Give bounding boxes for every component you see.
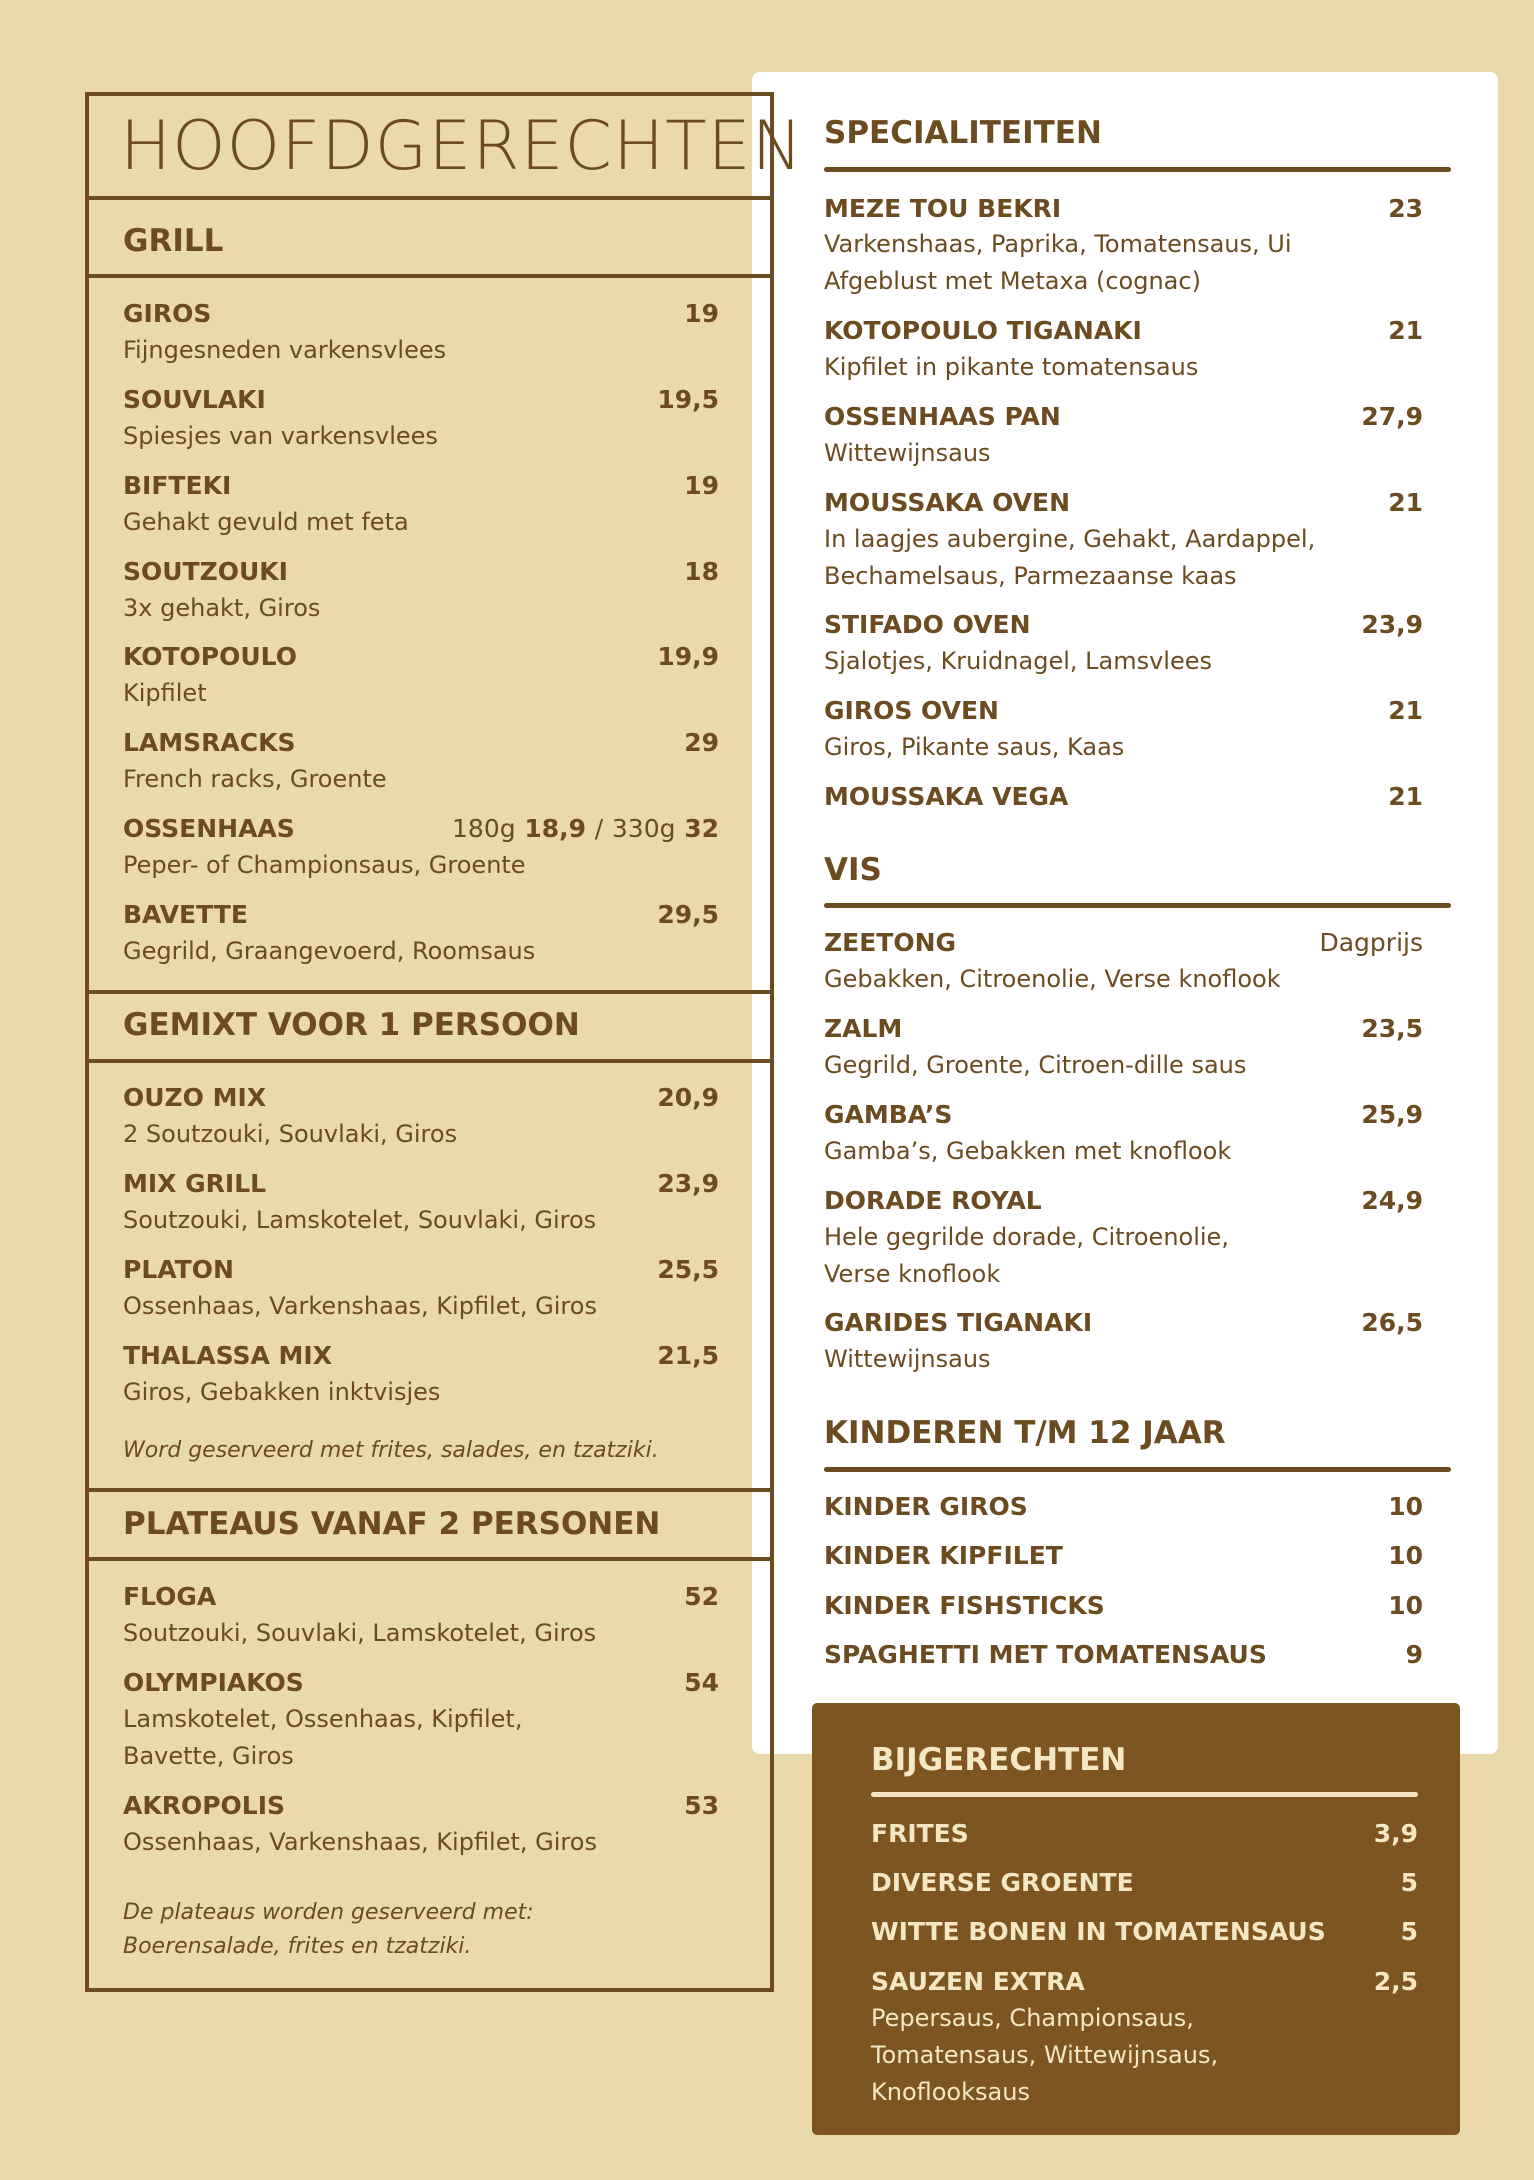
- item-price: 24,9: [1361, 1186, 1423, 1215]
- item-description: Soutzouki, Lamskotelet, Souvlaki, Giros: [123, 1206, 597, 1234]
- section-heading-bijgerechten: BIJGERECHTEN: [871, 1742, 1127, 1778]
- item-description: Spiesjes van varkensvlees: [123, 422, 438, 450]
- item-description: Sjalotjes, Kruidnagel, Lamsvlees: [824, 647, 1212, 675]
- section-heading-kinderen: KINDEREN T/M 12 JAAR: [824, 1415, 1226, 1451]
- section-heading-grill: GRILL: [123, 223, 224, 259]
- item-description: Ossenhaas, Varkenshaas, Kipfilet, Giros: [123, 1828, 597, 1856]
- item-name: PLATON: [123, 1255, 234, 1284]
- item-name: SAUZEN EXTRA: [871, 1967, 1085, 1996]
- divider: [85, 990, 774, 994]
- item-price: 21: [1388, 696, 1423, 725]
- item-price: 19,9: [657, 642, 719, 671]
- item-price: 23,9: [1361, 610, 1423, 639]
- item-price: 25,5: [657, 1255, 719, 1284]
- item-name: DIVERSE GROENTE: [871, 1868, 1134, 1897]
- price-value: 18,9: [524, 814, 587, 843]
- section-heading-mix: GEMIXT VOOR 1 PERSOON: [123, 1007, 580, 1043]
- item-description: Kipfilet: [123, 679, 207, 707]
- item-price: 21,5: [657, 1341, 719, 1370]
- item-name: MOUSSAKA VEGA: [824, 782, 1069, 811]
- item-price: 21: [1388, 488, 1423, 517]
- divider: [85, 1059, 774, 1063]
- item-name: AKROPOLIS: [123, 1791, 286, 1820]
- price-value: 32: [684, 814, 719, 843]
- item-price: 29,5: [657, 900, 719, 929]
- item-name: GAMBA’S: [824, 1100, 953, 1129]
- item-price: 19,5: [657, 385, 719, 414]
- section-heading-specialiteiten: SPECIALITEITEN: [824, 115, 1102, 151]
- serving-note: De plateaus worden geserveerd met:: [123, 1900, 534, 1925]
- item-description: Knoflooksaus: [871, 2078, 1030, 2106]
- item-description: Bavette, Giros: [123, 1742, 294, 1770]
- item-description: Hele gegrilde dorade, Citroenolie,: [824, 1223, 1229, 1251]
- item-price: 23,9: [657, 1169, 719, 1198]
- item-price: 20,9: [657, 1083, 719, 1112]
- item-description: Giros, Gebakken inktvisjes: [123, 1378, 441, 1406]
- item-description: Varkenshaas, Paprika, Tomatensaus, Ui: [824, 230, 1292, 258]
- item-price: 23: [1388, 194, 1423, 223]
- item-description: Wittewijnsaus: [824, 1345, 991, 1373]
- item-price: 21: [1388, 782, 1423, 811]
- serving-note: Word geserveerd met frites, salades, en tzatziki.: [123, 1438, 659, 1463]
- item-description: Kipfilet in pikante tomatensaus: [824, 353, 1199, 381]
- item-price: 19: [684, 471, 719, 500]
- item-price: 25,9: [1361, 1100, 1423, 1129]
- item-name: KOTOPOULO TIGANAKI: [824, 316, 1142, 345]
- divider: [85, 1557, 774, 1561]
- item-name: WITTE BONEN IN TOMATENSAUS: [871, 1917, 1326, 1946]
- item-description: 3x gehakt, Giros: [123, 594, 321, 622]
- item-description: Bechamelsaus, Parmezaanse kaas: [824, 562, 1237, 590]
- item-price: 10: [1388, 1591, 1423, 1620]
- item-price: 19: [684, 299, 719, 328]
- item-price: 27,9: [1361, 402, 1423, 431]
- item-price: 2,5: [1373, 1967, 1418, 1996]
- item-price: 10: [1388, 1541, 1423, 1570]
- item-description: Verse knoflook: [824, 1260, 1001, 1288]
- item-price: 3,9: [1373, 1819, 1418, 1848]
- heading-rule: [824, 167, 1451, 172]
- item-name: KINDER FISHSTICKS: [824, 1591, 1105, 1620]
- item-name: STIFADO OVEN: [824, 610, 1031, 639]
- item-name: GARIDES TIGANAKI: [824, 1308, 1093, 1337]
- item-price: 9: [1405, 1640, 1423, 1669]
- item-name: MOUSSAKA OVEN: [824, 488, 1071, 517]
- item-description: Gamba’s, Gebakken met knoflook: [824, 1137, 1232, 1165]
- item-description: French racks, Groente: [123, 765, 387, 793]
- page-title: HOOFDGERECHTEN: [120, 107, 804, 186]
- item-name: MEZE TOU BEKRI: [824, 194, 1062, 223]
- item-price: 53: [684, 1791, 719, 1820]
- item-price: 54: [684, 1668, 719, 1697]
- item-description: Fijngesneden varkensvlees: [123, 336, 447, 364]
- item-description: Gegrild, Graangevoerd, Roomsaus: [123, 937, 536, 965]
- item-name: FRITES: [871, 1819, 969, 1848]
- item-name: FLOGA: [123, 1582, 217, 1611]
- item-name: LAMSRACKS: [123, 728, 296, 757]
- item-price: 52: [684, 1582, 719, 1611]
- item-name: OSSENHAAS: [123, 814, 295, 843]
- item-price: 18: [684, 557, 719, 586]
- item-name: KINDER GIROS: [824, 1492, 1028, 1521]
- item-description: In laagjes aubergine, Gehakt, Aardappel,: [824, 525, 1316, 553]
- item-description: Peper- of Championsaus, Groente: [123, 851, 526, 879]
- item-description: Gegrild, Groente, Citroen-dille saus: [824, 1051, 1247, 1079]
- item-price: 29: [684, 728, 719, 757]
- heading-rule: [824, 903, 1451, 908]
- section-heading-plateaus: PLATEAUS VANAF 2 PERSONEN: [123, 1506, 661, 1542]
- item-description: 2 Soutzouki, Souvlaki, Giros: [123, 1120, 458, 1148]
- item-name: THALASSA MIX: [123, 1341, 332, 1370]
- item-price: 5: [1400, 1917, 1418, 1946]
- size-label: 180g: [452, 814, 516, 843]
- item-name: ZEETONG: [824, 928, 957, 957]
- item-description: Wittewijnsaus: [824, 439, 991, 467]
- item-description: Soutzouki, Souvlaki, Lamskotelet, Giros: [123, 1619, 597, 1647]
- item-description: Gehakt gevuld met feta: [123, 508, 409, 536]
- item-name: GIROS OVEN: [824, 696, 999, 725]
- divider: [85, 196, 774, 200]
- item-description: Afgeblust met Metaxa (cognac): [824, 267, 1201, 295]
- item-name: GIROS: [123, 299, 212, 328]
- price-separator: /: [594, 814, 604, 843]
- item-price: 10: [1388, 1492, 1423, 1521]
- item-description: Gebakken, Citroenolie, Verse knoflook: [824, 965, 1281, 993]
- divider: [85, 274, 774, 278]
- item-description: Ossenhaas, Varkenshaas, Kipfilet, Giros: [123, 1292, 597, 1320]
- item-price-multi: [452, 816, 719, 841]
- item-price: 26,5: [1361, 1308, 1423, 1337]
- item-description: Pepersaus, Championsaus,: [871, 2004, 1194, 2032]
- item-name: MIX GRILL: [123, 1169, 267, 1198]
- item-name: SOUVLAKI: [123, 385, 266, 414]
- item-name: BAVETTE: [123, 900, 248, 929]
- item-price: 23,5: [1361, 1014, 1423, 1043]
- serving-note: Boerensalade, frites en tzatziki.: [123, 1934, 472, 1959]
- item-name: KOTOPOULO: [123, 642, 297, 671]
- item-name: SPAGHETTI MET TOMATENSAUS: [824, 1640, 1267, 1669]
- item-price: Dagprijs: [1319, 928, 1423, 957]
- item-name: OSSENHAAS PAN: [824, 402, 1061, 431]
- item-description: Tomatensaus, Wittewijnsaus,: [871, 2041, 1219, 2069]
- item-name: OLYMPIAKOS: [123, 1668, 304, 1697]
- item-name: DORADE ROYAL: [824, 1186, 1042, 1215]
- item-price: 5: [1400, 1868, 1418, 1897]
- item-name: SOUTZOUKI: [123, 557, 288, 586]
- divider: [85, 1488, 774, 1492]
- item-description: Lamskotelet, Ossenhaas, Kipfilet,: [123, 1705, 523, 1733]
- size-label: 330g: [611, 814, 676, 843]
- heading-rule: [824, 1467, 1451, 1472]
- item-description: Giros, Pikante saus, Kaas: [824, 733, 1125, 761]
- item-name: ZALM: [824, 1014, 903, 1043]
- item-name: KINDER KIPFILET: [824, 1541, 1063, 1570]
- heading-rule: [871, 1792, 1418, 1797]
- item-name: OUZO MIX: [123, 1083, 267, 1112]
- item-name: BIFTEKI: [123, 471, 232, 500]
- item-price: 21: [1388, 316, 1423, 345]
- section-heading-vis: VIS: [824, 852, 882, 888]
